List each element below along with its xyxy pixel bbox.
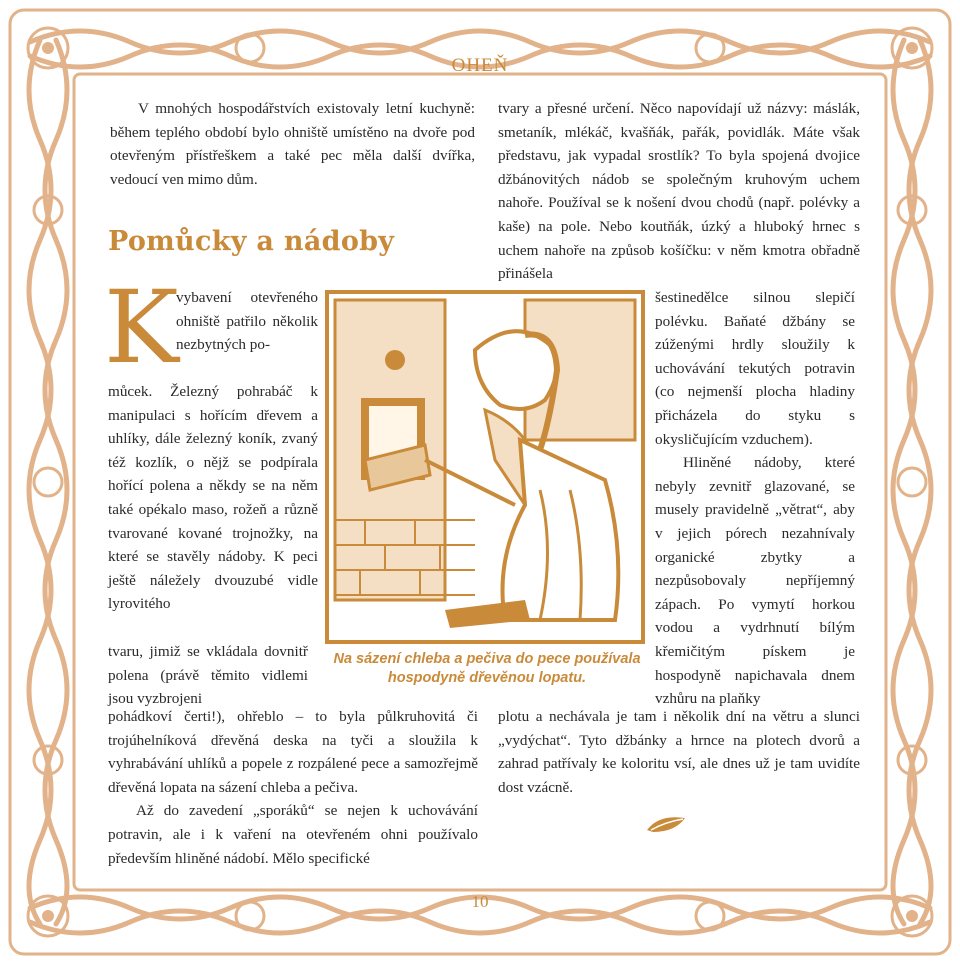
oven-woodcut-illustration <box>325 290 645 645</box>
drop-cap: K <box>104 269 179 386</box>
leaf-ornament-icon <box>645 812 689 836</box>
left-narrow-text: můcek. Železný pohrabáč k manipulaci s hořícím dřevem a uhlíky, dále železný koník, zvaný též kozlík, o nějž se podpírala hořící polena a někdy se na něm také opékalo maso, rožeň a různě tvarované kované trojnožky, na které se stavěly nádoby. K peci ještě náležely dvouzubé vidle lyrovitého <box>108 383 318 613</box>
left-bottom-text <box>108 705 478 870</box>
illustration-caption: Na sázení chleba a pečiva do pece používala hospodyně dřevěnou lopatu. <box>333 651 641 686</box>
chapter-title: OHEŇ <box>451 55 509 76</box>
paragraph-pottery: Až do zavedení „sporáků“ se nejen k uchovávání potravin, ale i k vaření na otevřeném ohni používalo především hliněné nádobí. Mělo specifické <box>108 802 478 867</box>
page-number: 10 <box>471 892 489 911</box>
paragraph-tools: pohádkoví čerti!), ohřeblo – to byla půlkruhovitá či trojúhelníková dřevěná deska na tyči a sloužila k vyhrabávání uhlíků a popele z rozpálené pece a samozřejmě dřevěná lopata na sázení chleba a pečiva. <box>108 708 478 796</box>
section-heading: Pomůcky a nádoby <box>108 226 395 257</box>
intro-paragraph: V mnohých hospodářstvích existovaly letní kuchyně: během teplého období bylo ohniště umístěno na dvoře pod otevřeným přístřeškem a také pec měla další dvířka, vedoucí ven mimo dům. <box>110 100 475 188</box>
drop-cap-text: vybavení otevřeného ohniště patřilo několik nezbytných po- <box>176 289 318 354</box>
right-bottom-text: plotu a nechávala je tam i několik dní na větru a slunci „vydýchat“. Tyto džbánky a hrnce na plotech dvorů a zahrad patřívaly ke koloritu vsí, ale dnes už je tam uvidíte dost vzácně. <box>498 708 860 796</box>
right-top-text: tvary a přesné určení. Něco napovídají už názvy: máslák, smetaník, mlékáč, kvašňák, pařák, povidlák. Máte však představu, jak vypadal srostlík? To byla spojená dvojice džbánovitých nádob se společným kruhovým uchem nahoře. Používal se k nošení dvou chodů (např. polévky a kaše) na pole. Nebo koutňák, úzký a hluboký hrnec s uchem nahoře na způsob košíčku: v něm kmotra obřadně přinášela <box>498 100 860 283</box>
paragraph-clay: Hliněné nádoby, které nebyly zevnitř glazované, se musely pravidelně „větrat“, aby v jejich pórech nezahnívaly organické zbytky a nezpůsobovaly nepříjemný zápach. Po vymytí horkou vodou a vydrhnutí bílým křemičitým pískem je hospodyně napichavala dnem vzhůru na plaňky <box>655 454 855 708</box>
paragraph-jugs: šestinedělce silnou slepičí polévku. Baňaté džbány se zúženými hrdly sloužily k uchovávání tekutých potravin (co nejmenší plocha hladiny přicházela do styku s okysličujícím vzduchem). <box>655 289 855 448</box>
right-narrow-text <box>655 286 855 711</box>
left-short-text: tvaru, jimiž se vkládala dovnitř polena (právě těmito vidlemi jsou vyzbrojeni <box>108 643 308 708</box>
